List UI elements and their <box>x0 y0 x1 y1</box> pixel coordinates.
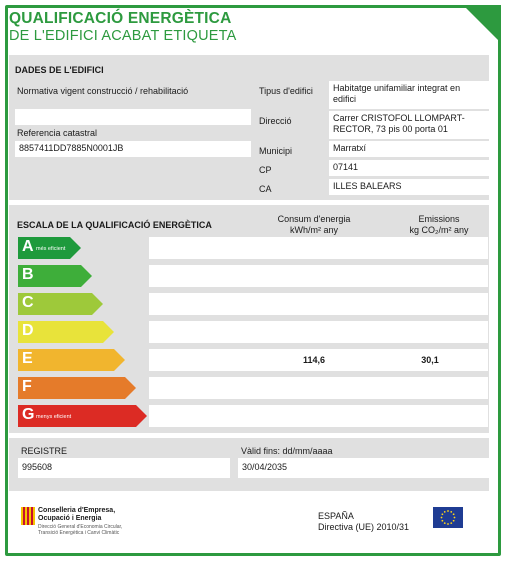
emissions-value-e: 30,1 <box>421 355 439 365</box>
energy-class-arrow-d <box>18 321 114 343</box>
scale-row-bg-c <box>149 293 488 315</box>
municipi-value: Marratxí <box>329 141 489 157</box>
normativa-value <box>15 109 251 125</box>
registry-panel <box>9 438 489 491</box>
energy-class-letter: B <box>22 266 34 283</box>
normativa-label: Normativa vigent construcció / rehabilitació <box>17 86 189 96</box>
scale-row-bg-g <box>149 405 488 427</box>
eu-flag-icon <box>433 507 463 528</box>
referencia-value: 8857411DD7885N0001JB <box>15 141 251 157</box>
cp-value: 07141 <box>329 160 489 176</box>
emissions-header-line1: Emissions <box>418 214 460 224</box>
country-label: ESPAÑA <box>318 511 354 521</box>
energy-class-sublabel: menys eficient <box>36 414 72 420</box>
title-line-1: QUALIFICACIÓ ENERGÈTICA <box>9 10 232 27</box>
corner-accent <box>463 5 501 43</box>
registre-value: 995608 <box>18 458 230 478</box>
consum-header <box>259 214 369 236</box>
energy-class-letter: G <box>22 406 35 423</box>
valid-value: 30/04/2035 <box>238 458 489 478</box>
direccio-label: Direcció <box>259 116 292 126</box>
energy-class-sublabel: més eficient <box>36 246 66 252</box>
energy-class-arrow-c <box>18 293 103 315</box>
scale-section-title: ESCALA DE LA QUALIFICACIÓ ENERGÈTICA <box>17 220 212 230</box>
conselleria-sub2: Transició Energètica i Canvi Climàtic <box>38 530 120 536</box>
consum-header-line2: kWh/m² any <box>289 225 338 235</box>
energy-class-letter: F <box>22 378 32 395</box>
emissions-header <box>384 214 494 236</box>
energy-class-arrow-g <box>18 405 147 427</box>
direccio-value: Carrer CRISTOFOL LLOMPART-RECTOR, 73 pis 00 porta 01 <box>329 111 489 139</box>
valid-label: Vàlid fins: dd/mm/aaaa <box>241 446 333 456</box>
title-line-2: DE L'EDIFICI ACABAT ETIQUETA <box>9 28 237 44</box>
conselleria-logo <box>21 507 35 525</box>
registre-label: REGISTRE <box>21 446 68 456</box>
conselleria-line2: Ocupació i Energia <box>38 515 102 522</box>
ca-label: CA <box>259 184 272 194</box>
energy-class-letter: A <box>22 238 34 255</box>
energy-class-letter: D <box>22 322 34 339</box>
scale-row-bg-f <box>149 377 488 399</box>
tipus-label: Tipus d'edifici <box>259 86 313 96</box>
energy-class-arrow-e <box>18 349 125 371</box>
directive-label: Directiva (UE) 2010/31 <box>318 522 410 532</box>
energy-class-letter: E <box>22 350 33 367</box>
ca-value: ILLES BALEARS <box>329 179 489 195</box>
emissions-header-line2: kg CO₂/m² any <box>409 225 469 235</box>
building-data-panel <box>9 55 489 200</box>
energy-class-arrow-f <box>18 377 136 399</box>
energy-class-arrow-b <box>18 265 92 287</box>
scale-row-bg-a <box>149 237 488 259</box>
energy-scale-panel <box>9 205 489 433</box>
referencia-label: Referencia catastral <box>17 128 98 138</box>
cp-label: CP <box>259 165 272 175</box>
scale-row-bg-b <box>149 265 488 287</box>
energy-class-arrow-a <box>18 237 81 259</box>
consum-value-e: 114,6 <box>302 355 326 365</box>
conselleria-line1: Conselleria d'Empresa, <box>38 507 116 514</box>
scale-row-bg-d <box>149 321 488 343</box>
municipi-label: Municipi <box>259 146 293 156</box>
consum-header-line1: Consum d'energia <box>277 214 351 224</box>
building-section-title: DADES DE L'EDIFICI <box>15 65 104 75</box>
conselleria-sub1: Direcció General d'Economia Circular, <box>38 524 123 530</box>
energy-class-letter: C <box>22 294 34 311</box>
tipus-value: Habitatge unifamiliar integrat en edifici <box>329 81 489 109</box>
